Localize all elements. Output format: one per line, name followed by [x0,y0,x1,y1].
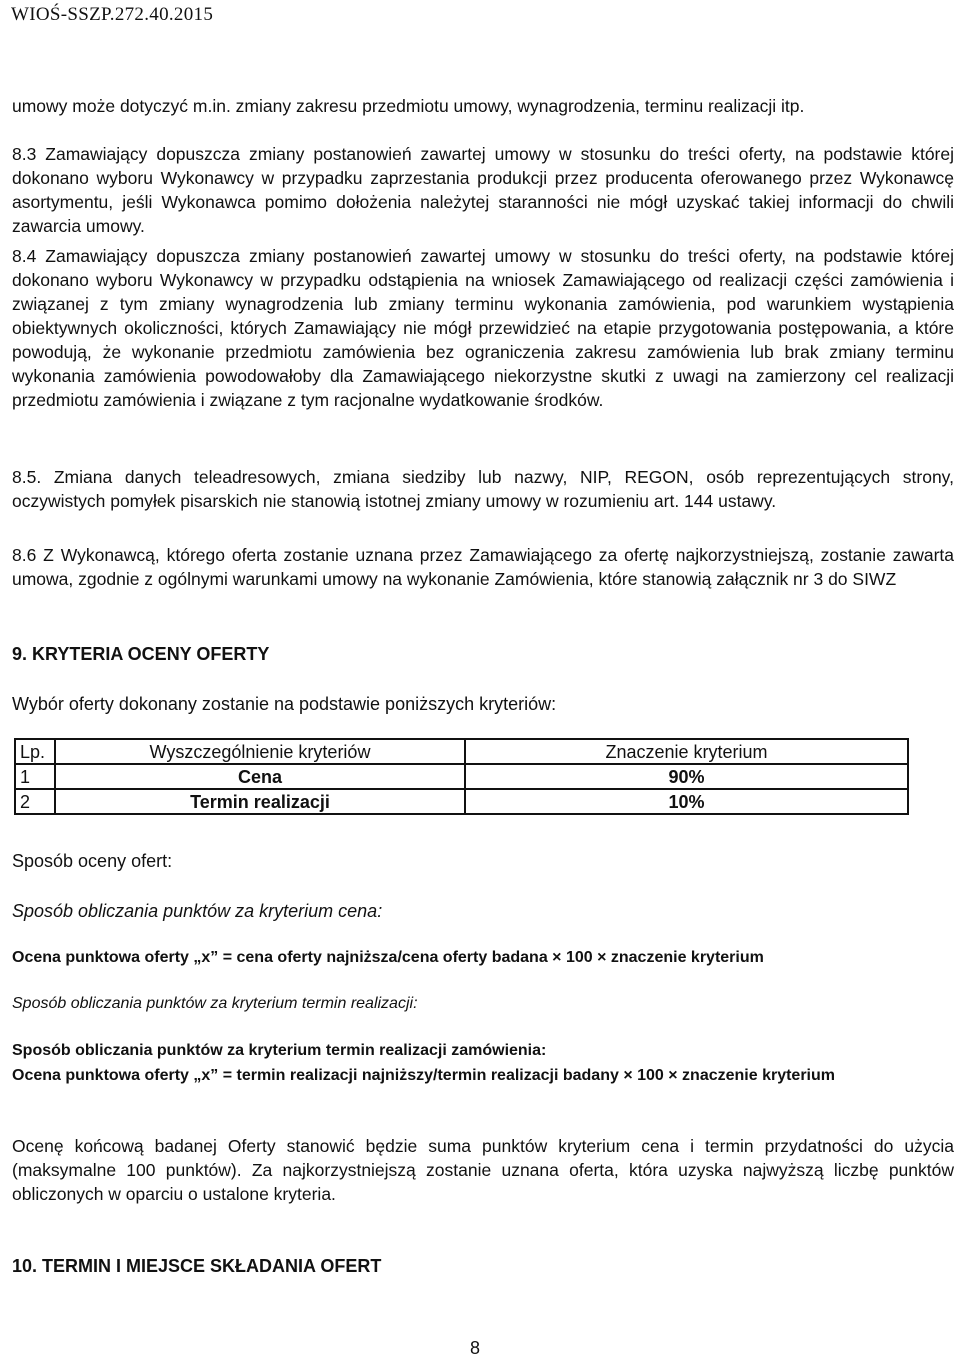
document-id: WIOŚ-SSZP.272.40.2015 [11,4,214,25]
page-number: 8 [470,1338,481,1358]
table-row [15,789,908,814]
time-method-bold: Sposób obliczania punktów za kryterium termin realizacji zamówienia: [12,1042,547,1059]
paragraph-8-6: 8.6 Z Wykonawcą, którego oferta zostanie uznana przez Zamawiającego za ofertę najkorzystniejszą, zostanie zawarta umowa, zgodnie z ogólnymi warunkami umowy na wykonanie Zamówienia, które stanowią załącznik nr 3 do SIWZ [12,545,954,589]
header-cell-lp: Lp. [15,739,55,764]
criteria-table-header-row [15,739,908,764]
price-method-label: Sposób obliczania punktów za kryterium cena: [12,901,383,921]
section-10-heading: 10. TERMIN I MIEJSCE SKŁADANIA OFERT [12,1256,382,1276]
paragraph-8-5: 8.5. Zmiana danych teleadresowych, zmiana siedziby lub nazwy, NIP, REGON, osób reprezentujących strony, oczywistych pomyłek pisarskich nie stanowią istotnej zmiany umowy w rozumieniu art. 144 ustawy. [12,467,954,511]
paragraph-8-3: 8.3 Zamawiający dopuszcza zmiany postanowień zawartej umowy w stosunku do treści oferty, na podstawie której dokonano wyboru Wykonawcy w przypadku zaprzestania produkcji przez producenta oferowanego przez Wykonawcę asortymentu, jeśli Wykonawca pomimo dołożenia należytej staranności nie mógł uzyskać takiej informacji do chwili zawarcia umowy. [12,144,954,236]
paragraph-intro: umowy może dotyczyć m.in. zmiany zakresu przedmiotu umowy, wynagrodzenia, terminu realizacji itp. [12,96,805,116]
final-score-paragraph: Ocenę końcową badanej Oferty stanowić będzie suma punktów kryterium cena i termin przydatności do użycia (maksymalne 100 punktów). Za najkorzystniejszą zostanie uznana oferta, która uzyska najwyższą liczbę punktów obliczonych w oparciu o ustalone kryteria. [12,1136,954,1204]
criterion-name: Cena [55,764,465,789]
row-number: 1 [15,764,55,789]
section-9-heading: 9. KRYTERIA OCENY OFERTY [12,644,270,664]
criterion-weight: 90% [465,764,908,789]
evaluation-label: Sposób oceny ofert: [12,851,173,871]
time-method-label: Sposób obliczania punktów za kryterium termin realizacji: [12,995,418,1012]
criteria-intro: Wybór oferty dokonany zostanie na podstawie poniższych kryteriów: [12,694,557,714]
time-formula: Ocena punktowa oferty „x” = termin realizacji najniższy/termin realizacji badany × 100 × znaczenie kryterium [12,1067,835,1084]
row-number: 2 [15,789,55,814]
price-formula: Ocena punktowa oferty „x” = cena oferty najniższa/cena oferty badana × 100 × znaczenie kryterium [12,949,764,966]
header-cell-weight: Znaczenie kryterium [465,739,908,764]
table-row [15,764,908,789]
header-cell-criteria: Wyszczególnienie kryteriów [55,739,465,764]
criterion-name: Termin realizacji [55,789,465,814]
paragraph-8-4: 8.4 Zamawiający dopuszcza zmiany postanowień zawartej umowy w stosunku do treści oferty, na podstawie której dokonano wyboru Wykonawcy w przypadku odstąpienia na wniosek Zamawiającego od realizacji części zamówienia i związanej z tym zmiany wynagrodzenia lub zmiany terminu wykonania zamówienia, pod warunkiem wystąpienia obiektywnych okoliczności, których Zamawiający nie mógł przewidzieć na etapie przygotowania postępowania, a które powodują, że wykonanie przedmiotu zamówienia bez ograniczenia zakresu zamówienia lub brak zmiany terminu wykonania zamówienia powodowałoby dla Zamawiającego niekorzystne skutki z uwagi na zamierzony cel realizacji przedmiotu zamówienia i związane z tym racjonalne wydatkowanie środków. [12,246,954,410]
criteria-table [14,738,909,815]
criterion-weight: 10% [465,789,908,814]
